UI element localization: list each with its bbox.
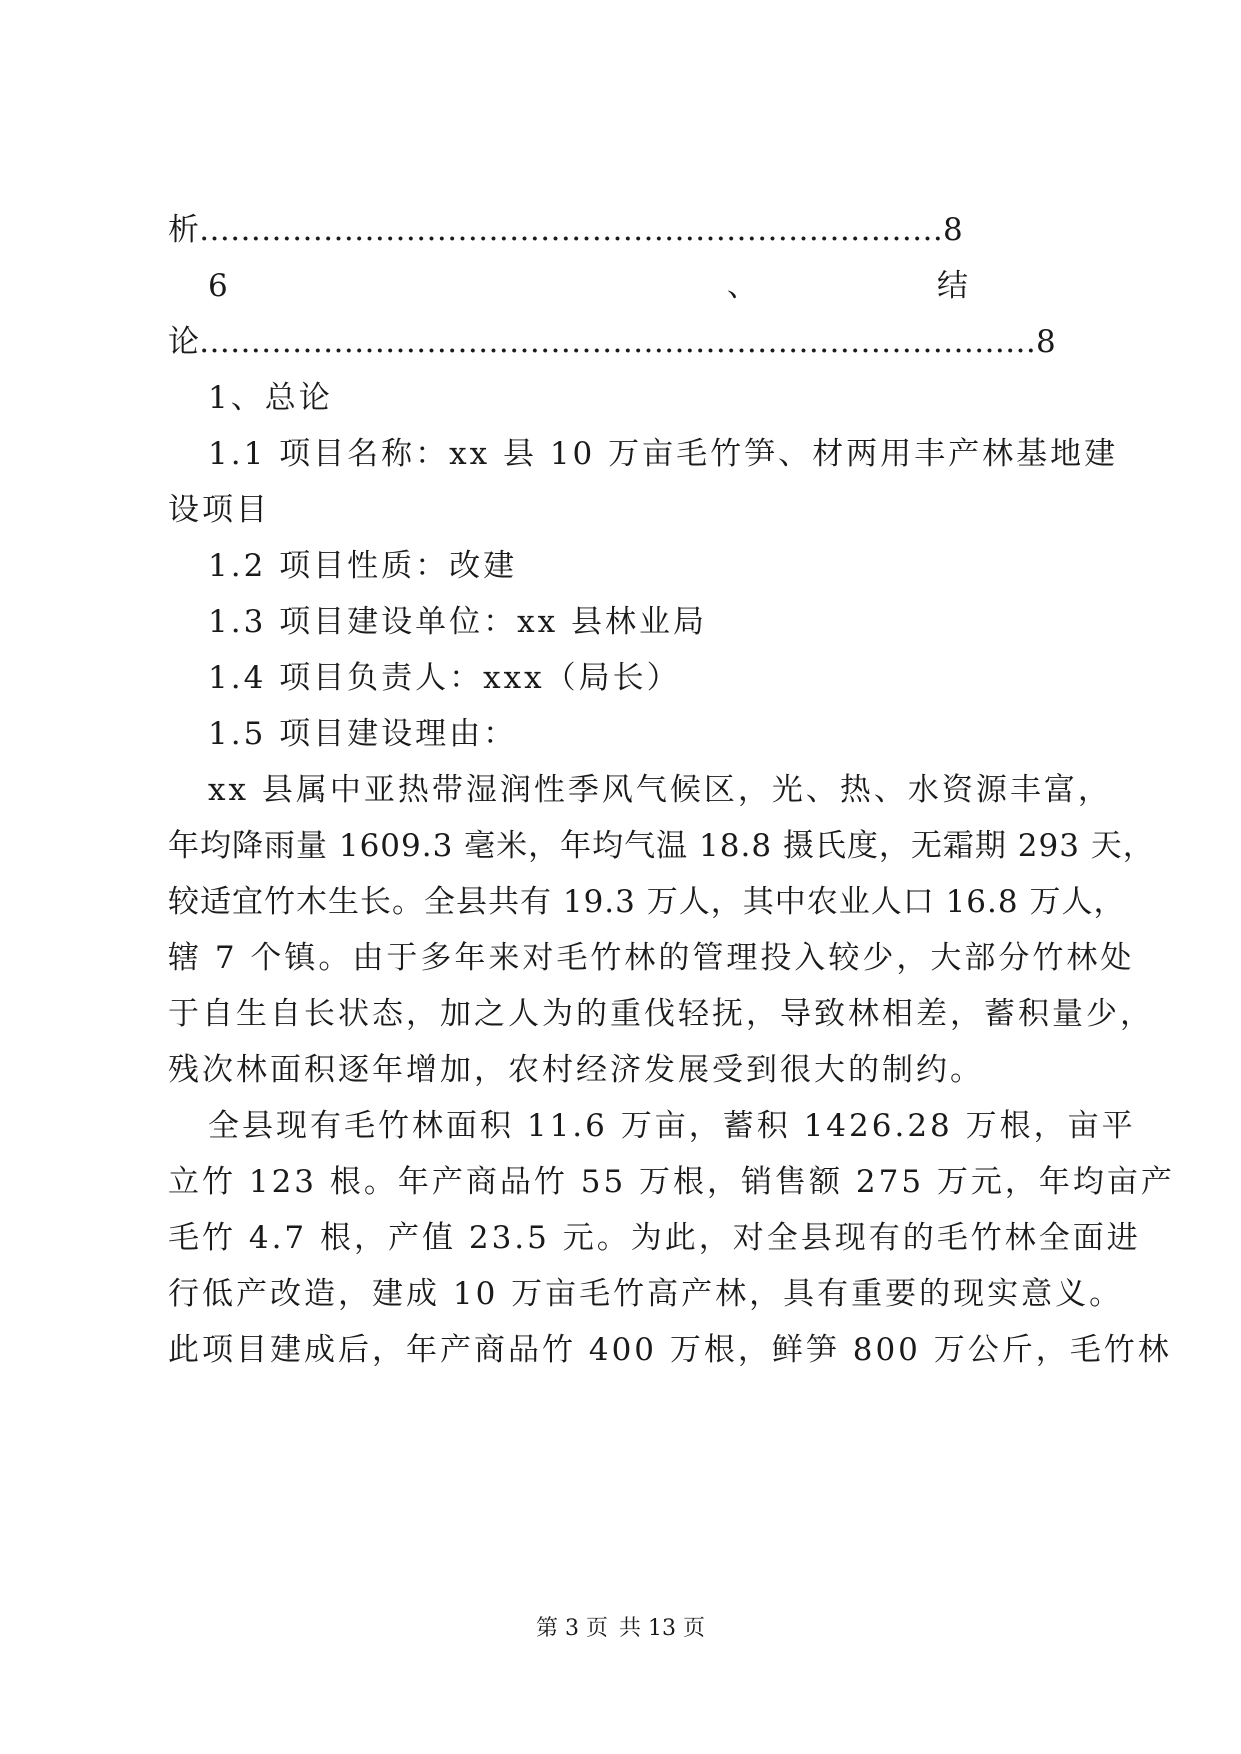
paragraph-line: 全县现有毛竹林面积 11.6 万亩，蓄积 1426.28 万根，亩平 — [208, 1108, 1136, 1144]
paragraph-line: 1.3 项目建设单位：xx 县林业局 — [208, 604, 707, 640]
paragraph-line: 1.4 项目负责人：xxx（局长） — [208, 660, 681, 696]
page-footer — [0, 1614, 1241, 1644]
paragraph-line: 1.2 项目性质：改建 — [208, 548, 518, 584]
paragraph-line: 辖 7 个镇。由于多年来对毛竹林的管理投入较少，大部分竹林处 — [168, 940, 1135, 976]
paragraph-line: 此项目建成后，年产商品竹 400 万根，鲜笋 800 万公斤，毛竹林 — [168, 1332, 1172, 1368]
page-total: 共 13 页 — [619, 1616, 705, 1641]
paragraph-line: 1.1 项目名称：xx 县 10 万亩毛竹笋、材两用丰产林基地建 — [208, 436, 1119, 472]
paragraph-line: 行低产改造，建成 10 万亩毛竹高产林，具有重要的现实意义。 — [168, 1276, 1124, 1312]
paragraph-line: 1.5 项目建设理由： — [208, 716, 518, 752]
paragraph-line: 设项目 — [168, 492, 270, 528]
section-heading: 1、总论 — [208, 380, 333, 416]
paragraph-line: 残次林面积逐年增加，农村经济发展受到很大的制约。 — [168, 1052, 984, 1088]
paragraph-line: 毛竹 4.7 根，产值 23.5 元。为此，对全县现有的毛竹林全面进 — [168, 1220, 1141, 1256]
page-number: 第 3 页 — [536, 1616, 608, 1641]
paragraph-line: 立竹 123 根。年产商品竹 55 万根，销售额 275 万元，年均亩产 — [168, 1164, 1175, 1200]
toc-entry-analysis: 析………………………………………………………………8 — [168, 212, 963, 248]
paragraph-line: 于自生自长状态，加之人为的重伐轻抚，导致林相差，蓄积量少， — [168, 996, 1154, 1032]
toc-entry-conclusion: 6 、 结 — [208, 268, 968, 304]
toc-entry-conclusion-line2: 论………………………………………………………………………8 — [168, 324, 1056, 360]
paragraph-line: xx 县属中亚热带湿润性季风气候区，光、热、水资源丰富， — [208, 772, 1112, 808]
paragraph-line: 年均降雨量 1609.3 毫米，年均气温 18.8 摄氏度，无霜期 293 天， — [168, 828, 1155, 864]
paragraph-line: 较适宜竹木生长。全县共有 19.3 万人，其中农业人口 16.8 万人， — [168, 884, 1126, 920]
